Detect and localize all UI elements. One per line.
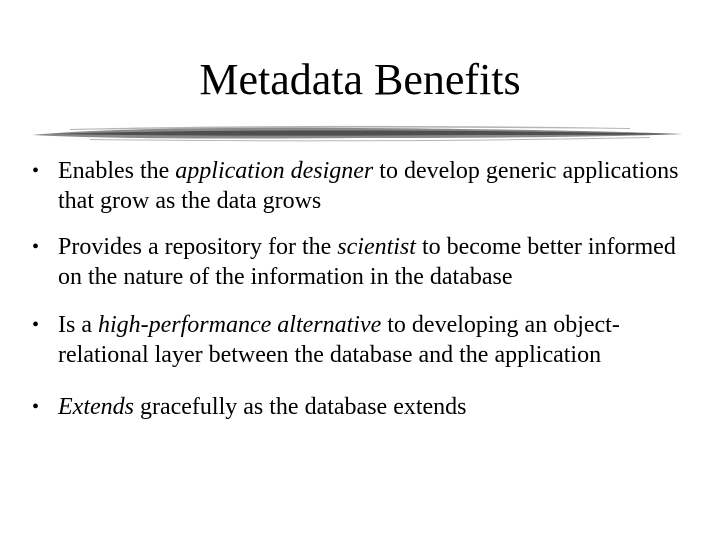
bullet-emphasis: scientist: [337, 234, 416, 260]
bullet-emphasis: Extends: [58, 394, 134, 420]
bullet-emphasis: high-performance alternative: [97, 312, 382, 338]
bullet-text-segment: to become better informed on the nature of the information in the database: [58, 234, 676, 290]
bullet-icon: •: [32, 160, 40, 182]
bullet-item: [30, 232, 690, 292]
bullet-icon: •: [32, 396, 40, 418]
bullet-item: [30, 392, 690, 422]
bullet-text: [58, 234, 676, 290]
slide-title: Metadata Benefits: [199, 55, 521, 104]
bullet-text-segment: Is a: [58, 312, 98, 338]
title-divider: [30, 122, 685, 144]
bullet-icon: •: [32, 314, 40, 336]
bullet-text: [58, 158, 679, 214]
bullet-item: [30, 156, 690, 216]
bullet-text-segment: Provides a repository for the: [58, 234, 338, 260]
bullet-text-segment: to develop generic applications that grow as the data grows: [58, 158, 679, 214]
bullet-text: [58, 394, 467, 420]
bullet-text-segment: gracefully as the database extends: [133, 394, 467, 420]
bullet-text-segment: Enables the: [58, 158, 176, 184]
bullet-text: [58, 312, 620, 368]
bullet-list: [30, 156, 690, 438]
bullet-emphasis: application designer: [175, 158, 374, 184]
bullet-item: [30, 310, 690, 370]
bullet-icon: •: [32, 236, 40, 258]
bullet-text-segment: to developing an object-relational layer between the database and the application: [58, 312, 620, 368]
